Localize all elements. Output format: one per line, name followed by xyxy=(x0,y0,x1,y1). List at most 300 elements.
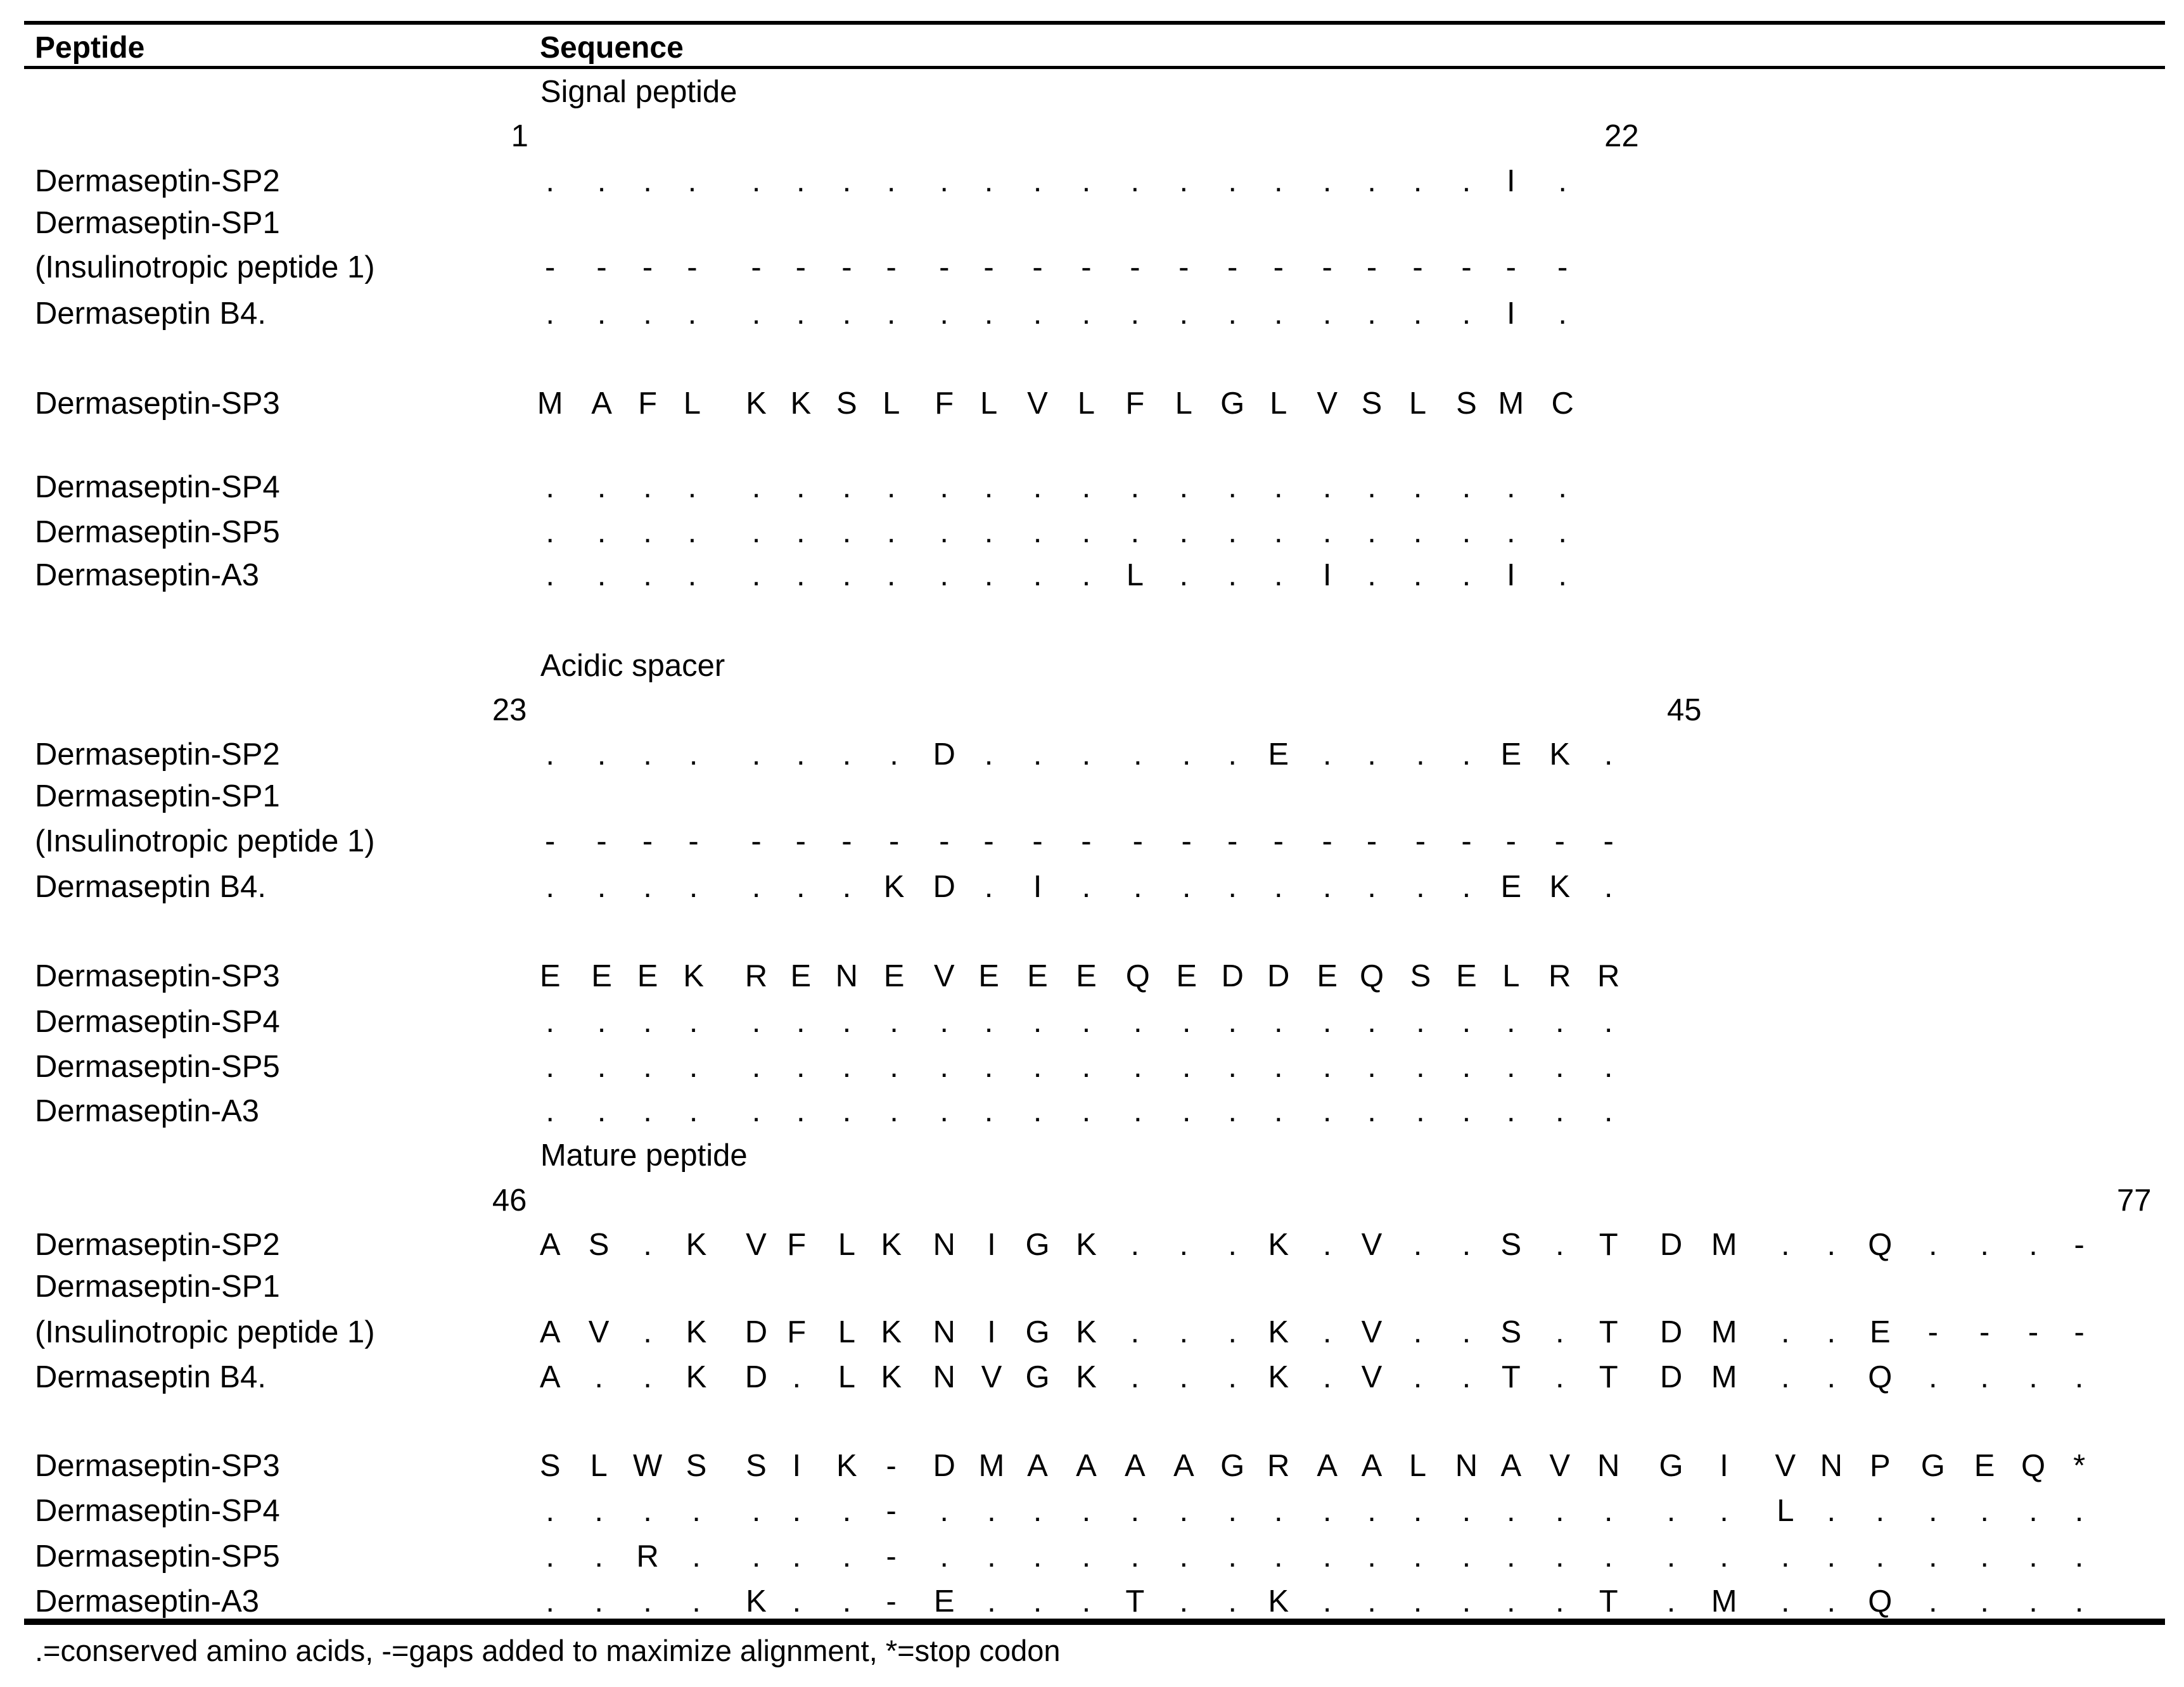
residue-cell: - xyxy=(751,250,762,285)
residue-cell: I xyxy=(987,1315,996,1350)
residue-cell: . xyxy=(1413,514,1422,549)
residue-cell: L xyxy=(838,1359,855,1394)
residue-cell: . xyxy=(1507,1049,1516,1084)
residue-cell: E xyxy=(1500,870,1522,905)
residue-cell: . xyxy=(1558,470,1567,505)
residue-cell: . xyxy=(796,737,805,772)
residue-cell: . xyxy=(890,1005,898,1040)
residue-cell: . xyxy=(1082,557,1091,592)
residue-cell: K xyxy=(1268,1359,1289,1394)
residue-cell: . xyxy=(1082,1584,1091,1619)
residue-cell: . xyxy=(751,296,761,331)
residue-cell: . xyxy=(1274,296,1283,331)
residue-cell: . xyxy=(1367,296,1376,331)
residue-cell: . xyxy=(1604,1539,1613,1574)
residue-cell: . xyxy=(1367,737,1376,772)
residue-cell: V xyxy=(1361,1315,1383,1350)
residue-cell: - xyxy=(1032,250,1043,285)
residue-cell: . xyxy=(1604,1005,1613,1040)
residue-cell: . xyxy=(1413,1359,1422,1394)
residue-cell: I xyxy=(1322,557,1332,592)
residue-cell: . xyxy=(1367,1005,1376,1040)
residue-cell: K xyxy=(836,1449,857,1484)
residue-cell: . xyxy=(546,296,555,331)
residue-cell: Q xyxy=(1868,1584,1893,1619)
residue-cell: . xyxy=(1322,296,1332,331)
residue-cell: F xyxy=(1125,386,1145,421)
residue-cell: . xyxy=(1082,296,1091,331)
residue-cell: . xyxy=(987,1493,996,1528)
residue-cell: . xyxy=(796,557,805,592)
residue-cell: . xyxy=(751,737,761,772)
residue-cell: D xyxy=(1659,1359,1683,1394)
residue-cell: . xyxy=(1555,1493,1564,1528)
residue-cell: L xyxy=(1777,1493,1794,1528)
residue-cell: T xyxy=(1501,1359,1521,1394)
residue-cell: . xyxy=(643,1228,652,1262)
residue-cell: . xyxy=(1416,1005,1425,1040)
residue-cell: A xyxy=(1076,1449,1097,1484)
residue-cell: . xyxy=(842,470,852,505)
residue-cell: . xyxy=(1082,470,1091,505)
residue-cell: - xyxy=(886,1493,897,1528)
residue-cell: . xyxy=(1555,1539,1564,1574)
residue-cell: - xyxy=(1032,824,1043,858)
residue-cell: . xyxy=(1228,1584,1237,1619)
residue-cell: . xyxy=(1507,1584,1516,1619)
residue-cell: . xyxy=(1980,1584,1989,1619)
residue-cell: - xyxy=(1081,824,1092,858)
residue-cell: . xyxy=(842,1584,852,1619)
residue-cell: . xyxy=(1558,514,1567,549)
residue-cell: K xyxy=(1076,1359,1097,1394)
residue-cell: V xyxy=(1027,386,1048,421)
residue-cell: L xyxy=(1077,386,1095,421)
residue-cell: . xyxy=(940,163,949,198)
residue-cell: - xyxy=(795,250,806,285)
residue-cell: V xyxy=(746,1228,767,1262)
residue-cell: - xyxy=(642,250,653,285)
residue-cell: L xyxy=(683,386,701,421)
residue-cell: . xyxy=(1781,1359,1790,1394)
residue-cell: . xyxy=(842,1493,852,1528)
residue-cell: . xyxy=(643,163,652,198)
residue-cell: . xyxy=(1929,1539,1938,1574)
residue-cell: . xyxy=(1033,1005,1042,1040)
residue-cell: . xyxy=(687,296,697,331)
residue-cell: . xyxy=(1720,1493,1728,1528)
residue-cell: A xyxy=(1027,1449,1048,1484)
residue-cell: . xyxy=(1827,1493,1836,1528)
residue-cell: E xyxy=(1076,958,1097,993)
peptide-label: Dermaseptin-SP1 xyxy=(35,779,280,814)
residue-cell: . xyxy=(1416,737,1425,772)
residue-cell: . xyxy=(1082,514,1091,549)
residue-cell: - xyxy=(1273,250,1284,285)
residue-cell: . xyxy=(1130,514,1140,549)
residue-cell: E xyxy=(539,958,561,993)
residue-cell: . xyxy=(751,163,761,198)
residue-cell: E xyxy=(637,958,658,993)
residue-cell: - xyxy=(886,1584,897,1619)
section-end-position: 22 xyxy=(1604,119,1639,154)
residue-cell: . xyxy=(1228,870,1237,905)
residue-cell: I xyxy=(1720,1449,1728,1484)
residue-cell: K xyxy=(746,1584,767,1619)
residue-cell: K xyxy=(790,386,812,421)
residue-cell: . xyxy=(594,1359,603,1394)
residue-cell: . xyxy=(1322,1359,1332,1394)
residue-cell: . xyxy=(1604,1049,1613,1084)
residue-cell: S xyxy=(1456,386,1477,421)
residue-cell: . xyxy=(2029,1539,2038,1574)
residue-cell: . xyxy=(1130,1228,1140,1262)
residue-cell: . xyxy=(1462,1005,1471,1040)
residue-cell: . xyxy=(1228,1005,1237,1040)
residue-cell: . xyxy=(1416,870,1425,905)
residue-cell: . xyxy=(796,514,805,549)
residue-cell: . xyxy=(751,557,761,592)
residue-cell: . xyxy=(940,1005,949,1040)
residue-cell: . xyxy=(1274,1049,1283,1084)
residue-cell: . xyxy=(1781,1315,1790,1350)
residue-cell: S xyxy=(539,1449,561,1484)
residue-cell: . xyxy=(1182,737,1191,772)
residue-cell: A xyxy=(591,386,612,421)
residue-cell: G xyxy=(1025,1315,1050,1350)
residue-cell: . xyxy=(1462,470,1471,505)
residue-cell: . xyxy=(2029,1493,2038,1528)
residue-cell: . xyxy=(692,1584,701,1619)
top-rule xyxy=(24,21,2165,25)
residue-cell: V xyxy=(1549,1449,1571,1484)
residue-cell: . xyxy=(940,1094,949,1128)
residue-cell: K xyxy=(883,870,905,905)
residue-cell: . xyxy=(643,1049,652,1084)
residue-cell: L xyxy=(1408,1449,1427,1484)
residue-cell: . xyxy=(886,470,896,505)
residue-cell: - xyxy=(687,250,698,285)
residue-cell: - xyxy=(983,824,994,858)
residue-cell: N xyxy=(1455,1449,1478,1484)
section-title-mature: Mature peptide xyxy=(540,1138,748,1173)
residue-cell: . xyxy=(692,1493,701,1528)
residue-cell: - xyxy=(1927,1315,1938,1350)
residue-cell: . xyxy=(1462,1493,1471,1528)
residue-cell: . xyxy=(597,296,606,331)
residue-cell: - xyxy=(1322,250,1332,285)
residue-cell: V xyxy=(1775,1449,1796,1484)
residue-cell: S xyxy=(746,1449,767,1484)
residue-cell: . xyxy=(1604,1493,1613,1528)
peptide-label: Dermaseptin-SP4 xyxy=(35,1493,280,1528)
residue-cell: . xyxy=(886,557,896,592)
residue-cell: M xyxy=(1711,1584,1737,1619)
residue-cell: . xyxy=(1228,296,1237,331)
residue-cell: . xyxy=(1507,514,1516,549)
residue-cell: . xyxy=(546,1049,555,1084)
residue-cell: . xyxy=(1082,1493,1091,1528)
residue-cell: - xyxy=(939,250,950,285)
residue-cell: . xyxy=(1033,296,1042,331)
residue-cell: . xyxy=(1130,1539,1140,1574)
residue-cell: . xyxy=(1033,470,1042,505)
residue-cell: F xyxy=(787,1315,807,1350)
residue-cell: . xyxy=(1322,1539,1332,1574)
residue-cell: . xyxy=(751,514,761,549)
residue-cell: R xyxy=(1597,958,1620,993)
peptide-label: Dermaseptin-SP5 xyxy=(35,1049,280,1084)
residue-cell: - xyxy=(1415,824,1426,858)
residue-cell: . xyxy=(1179,1359,1189,1394)
residue-cell: . xyxy=(1082,163,1091,198)
residue-cell: - xyxy=(886,1539,897,1574)
residue-cell: . xyxy=(842,514,852,549)
residue-cell: L xyxy=(1126,557,1144,592)
residue-cell: . xyxy=(1228,1359,1237,1394)
residue-cell: - xyxy=(1322,824,1332,858)
residue-cell: - xyxy=(545,250,556,285)
residue-cell: V xyxy=(1361,1359,1383,1394)
residue-cell: . xyxy=(1827,1539,1836,1574)
residue-cell: Q xyxy=(1868,1359,1893,1394)
residue-cell: . xyxy=(1462,870,1471,905)
residue-cell: E xyxy=(978,958,999,993)
residue-cell: . xyxy=(689,870,698,905)
residue-cell: L xyxy=(1502,958,1520,993)
residue-cell: . xyxy=(1827,1359,1836,1394)
residue-cell: . xyxy=(687,557,697,592)
residue-cell: Q xyxy=(2021,1449,2046,1484)
residue-cell: . xyxy=(792,1539,801,1574)
residue-cell: D xyxy=(933,1449,955,1484)
residue-cell: . xyxy=(2029,1359,2038,1394)
peptide-label: Dermaseptin-SP4 xyxy=(35,1005,280,1040)
residue-cell: D xyxy=(1659,1315,1683,1350)
bottom-rule xyxy=(24,1619,2165,1625)
residue-cell: R xyxy=(1267,1449,1290,1484)
residue-cell: - xyxy=(1603,824,1614,858)
residue-cell: . xyxy=(792,1584,801,1619)
residue-cell: . xyxy=(1367,1049,1376,1084)
residue-cell: . xyxy=(890,1094,898,1128)
peptide-label: Dermaseptin-SP4 xyxy=(35,470,280,505)
residue-cell: . xyxy=(751,1049,761,1084)
residue-cell: . xyxy=(984,163,993,198)
residue-cell: . xyxy=(751,1539,761,1574)
section-start-position: 23 xyxy=(492,692,527,727)
residue-cell: . xyxy=(1082,1094,1091,1128)
residue-cell: . xyxy=(546,557,555,592)
residue-cell: E xyxy=(933,1584,955,1619)
residue-cell: . xyxy=(1322,1228,1332,1262)
peptide-label: Dermaseptin-A3 xyxy=(35,1584,260,1619)
residue-cell: - xyxy=(1366,250,1377,285)
residue-cell: . xyxy=(1507,1539,1516,1574)
residue-cell: W xyxy=(632,1449,663,1484)
residue-cell: . xyxy=(1130,1493,1140,1528)
residue-cell: . xyxy=(1929,1228,1938,1262)
residue-cell: . xyxy=(987,1584,996,1619)
residue-cell: . xyxy=(890,1049,898,1084)
residue-cell: - xyxy=(1979,1315,1990,1350)
residue-cell: . xyxy=(984,1094,993,1128)
residue-cell: N xyxy=(1820,1449,1843,1484)
residue-cell: . xyxy=(1228,1315,1237,1350)
residue-cell: . xyxy=(1604,737,1613,772)
residue-cell: . xyxy=(1604,1094,1613,1128)
residue-cell: I xyxy=(1507,557,1516,592)
residue-cell: . xyxy=(1182,1049,1191,1084)
residue-cell: . xyxy=(984,557,993,592)
residue-cell: . xyxy=(1666,1539,1676,1574)
residue-cell: N xyxy=(1597,1449,1620,1484)
residue-cell: . xyxy=(2074,1359,2084,1394)
residue-cell: V xyxy=(1361,1228,1383,1262)
residue-cell: . xyxy=(751,1005,761,1040)
peptide-label: Dermaseptin-A3 xyxy=(35,1094,260,1128)
residue-cell: . xyxy=(1082,1539,1091,1574)
residue-cell: . xyxy=(1033,557,1042,592)
residue-cell: . xyxy=(1558,296,1567,331)
residue-cell: . xyxy=(1781,1584,1790,1619)
residue-cell: S xyxy=(686,1449,707,1484)
residue-cell: D xyxy=(1267,958,1290,993)
residue-cell: . xyxy=(792,1493,801,1528)
residue-cell: . xyxy=(1462,1539,1471,1574)
residue-cell: . xyxy=(597,514,606,549)
residue-cell: . xyxy=(689,1049,698,1084)
residue-cell: . xyxy=(1462,1584,1471,1619)
residue-cell: . xyxy=(1130,163,1140,198)
residue-cell: . xyxy=(940,514,949,549)
residue-cell: C xyxy=(1551,386,1574,421)
residue-cell: E xyxy=(1027,958,1048,993)
residue-cell: - xyxy=(1461,824,1472,858)
residue-cell: . xyxy=(1133,1005,1142,1040)
residue-cell: S xyxy=(1410,958,1431,993)
residue-cell: G xyxy=(1220,1449,1245,1484)
residue-cell: - xyxy=(1366,824,1377,858)
residue-cell: K xyxy=(881,1359,902,1394)
residue-cell: . xyxy=(1980,1228,1989,1262)
residue-cell: . xyxy=(1555,1359,1564,1394)
residue-cell: M xyxy=(1498,386,1524,421)
residue-cell: . xyxy=(1322,870,1332,905)
residue-cell: D xyxy=(744,1315,768,1350)
residue-cell: . xyxy=(1462,1359,1471,1394)
residue-cell: L xyxy=(590,1449,608,1484)
residue-cell: - xyxy=(888,824,900,858)
residue-cell: - xyxy=(1227,824,1238,858)
residue-cell: . xyxy=(643,514,652,549)
residue-cell: . xyxy=(1462,1315,1471,1350)
residue-cell: I xyxy=(1507,296,1516,331)
residue-cell: A xyxy=(1361,1449,1383,1484)
residue-cell: . xyxy=(1558,557,1567,592)
residue-cell: . xyxy=(1082,870,1091,905)
residue-cell: S xyxy=(1361,386,1383,421)
residue-cell: . xyxy=(643,870,652,905)
residue-cell: . xyxy=(692,1539,701,1574)
residue-cell: . xyxy=(2029,1228,2038,1262)
residue-cell: A xyxy=(1125,1449,1146,1484)
residue-cell: . xyxy=(984,737,993,772)
residue-cell: A xyxy=(1500,1449,1522,1484)
residue-cell: N xyxy=(933,1315,955,1350)
peptide-label: Dermaseptin B4. xyxy=(35,870,266,905)
residue-cell: A xyxy=(539,1228,561,1262)
residue-cell: T xyxy=(1599,1228,1618,1262)
residue-cell: . xyxy=(796,163,805,198)
residue-cell: . xyxy=(1555,1049,1564,1084)
residue-cell: K xyxy=(686,1228,707,1262)
section-title-acidic: Acidic spacer xyxy=(540,648,725,683)
residue-cell: F xyxy=(638,386,658,421)
residue-cell: E xyxy=(1974,1449,1995,1484)
residue-cell: . xyxy=(842,1094,852,1128)
residue-cell: . xyxy=(1367,557,1376,592)
residue-cell: . xyxy=(643,470,652,505)
residue-cell: . xyxy=(1228,514,1237,549)
residue-cell: . xyxy=(687,514,697,549)
residue-cell: S xyxy=(1500,1315,1522,1350)
residue-cell: - xyxy=(1554,824,1565,858)
residue-cell: . xyxy=(1827,1228,1836,1262)
residue-cell: - xyxy=(1557,250,1568,285)
residue-cell: . xyxy=(1367,1493,1376,1528)
residue-cell: . xyxy=(940,296,949,331)
residue-cell: . xyxy=(886,296,896,331)
residue-cell: . xyxy=(1182,870,1191,905)
residue-cell: . xyxy=(1413,296,1422,331)
residue-cell: . xyxy=(1130,296,1140,331)
residue-cell: . xyxy=(842,1539,852,1574)
residue-cell: . xyxy=(1133,1049,1142,1084)
residue-cell: V xyxy=(933,958,955,993)
residue-cell: . xyxy=(1133,870,1142,905)
residue-cell: . xyxy=(1462,296,1471,331)
residue-cell: D xyxy=(744,1359,768,1394)
residue-cell: . xyxy=(1413,1228,1422,1262)
residue-cell: . xyxy=(1228,557,1237,592)
residue-cell: Q xyxy=(1125,958,1150,993)
residue-cell: . xyxy=(984,870,993,905)
residue-cell: L xyxy=(838,1228,855,1262)
residue-cell: T xyxy=(1599,1359,1618,1394)
residue-cell: V xyxy=(1317,386,1338,421)
footnote: .=conserved amino acids, -=gaps added to maximize alignment, *=stop codon xyxy=(35,1634,1061,1667)
residue-cell: . xyxy=(597,163,606,198)
peptide-label: (Insulinotropic peptide 1) xyxy=(35,250,375,285)
residue-cell: - xyxy=(2074,1315,2085,1350)
residue-cell: . xyxy=(643,737,652,772)
residue-cell: . xyxy=(1228,1493,1237,1528)
residue-cell: . xyxy=(1322,470,1332,505)
residue-cell: . xyxy=(2074,1584,2084,1619)
residue-cell: . xyxy=(796,1005,805,1040)
residue-cell: - xyxy=(886,250,897,285)
residue-cell: E xyxy=(1176,958,1197,993)
residue-cell: . xyxy=(1033,163,1042,198)
residue-cell: . xyxy=(2074,1539,2084,1574)
residue-cell: . xyxy=(643,1315,652,1350)
residue-cell: S xyxy=(588,1228,610,1262)
residue-cell: . xyxy=(1416,1094,1425,1128)
residue-cell: . xyxy=(546,1094,555,1128)
residue-cell: . xyxy=(940,1539,949,1574)
residue-cell: E xyxy=(790,958,812,993)
